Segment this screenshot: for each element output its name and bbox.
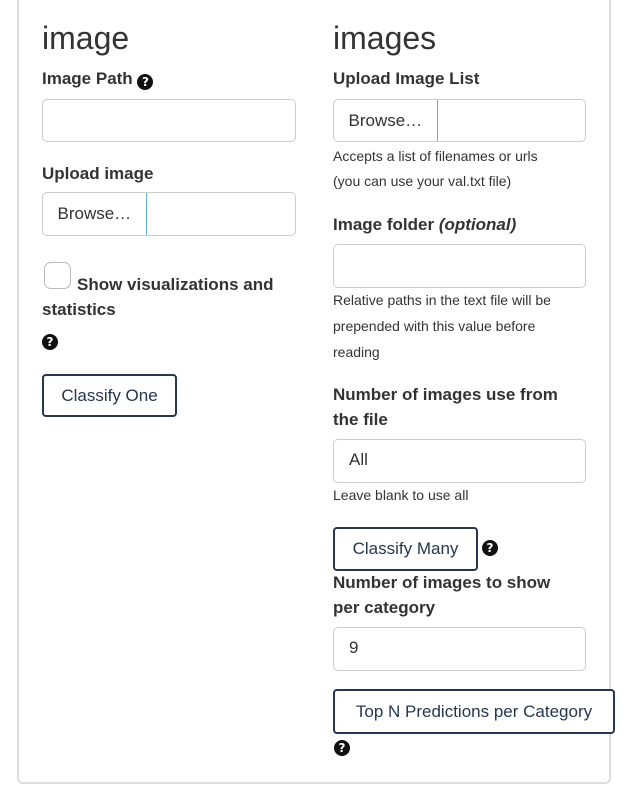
num-images-use-input[interactable]: All xyxy=(333,439,586,483)
image-path-label xyxy=(42,66,153,91)
show-visualizations-help-icon[interactable]: ? xyxy=(42,334,58,350)
top-n-predictions-help xyxy=(334,737,350,756)
upload-image-label: Upload image xyxy=(42,164,154,183)
upload-image-list-browse-button[interactable]: Browse… xyxy=(333,99,438,142)
num-images-use-label-line-2: the file xyxy=(333,410,388,429)
accepts-hint-line-2: (you can use your val.txt file) xyxy=(333,173,512,189)
relative-hint-line-3: reading xyxy=(333,344,380,360)
upload-image-file-input[interactable] xyxy=(42,192,296,236)
accepts-hint-line-1: Accepts a list of filenames or urls xyxy=(333,148,538,164)
upload-image-list-file-input[interactable] xyxy=(333,99,586,142)
image-heading: image xyxy=(42,20,130,56)
show-visualizations-label[interactable]: Show visualizations and statistics xyxy=(42,275,274,319)
upload-image-list-label: Upload Image List xyxy=(333,69,480,88)
image-path-help-icon[interactable]: ? xyxy=(137,74,153,90)
image-folder-optional-text: (optional) xyxy=(438,215,517,234)
image-folder-label-text: Image folder xyxy=(333,215,435,234)
num-images-show-label-line-1: Number of images to show xyxy=(333,573,551,592)
top-n-predictions-button[interactable]: Top N Predictions per Category xyxy=(333,689,615,734)
classify-one-button[interactable]: Classify One xyxy=(42,374,177,417)
classify-many-button[interactable]: Classify Many xyxy=(333,527,478,571)
show-visualizations-help xyxy=(42,331,58,350)
image-path-label-text: Image Path xyxy=(42,69,133,88)
image-path-input[interactable] xyxy=(42,99,296,142)
num-images-show-label-line-2: per category xyxy=(333,598,436,617)
leave-blank-hint: Leave blank to use all xyxy=(333,487,469,503)
classify-many-help-icon[interactable]: ? xyxy=(482,540,498,556)
image-folder-input[interactable] xyxy=(333,244,586,288)
images-heading: images xyxy=(333,20,437,56)
top-n-predictions-help-icon[interactable]: ? xyxy=(334,740,350,756)
num-images-show-input[interactable]: 9 xyxy=(333,627,586,671)
num-images-use-label-line-1: Number of images use from xyxy=(333,385,558,404)
relative-hint-line-2: prepended with this value before xyxy=(333,318,536,334)
upload-image-browse-button[interactable]: Browse… xyxy=(42,192,147,236)
image-folder-label xyxy=(333,212,516,237)
classify-many-help xyxy=(482,537,498,556)
relative-hint-line-1: Relative paths in the text file will be xyxy=(333,292,551,308)
